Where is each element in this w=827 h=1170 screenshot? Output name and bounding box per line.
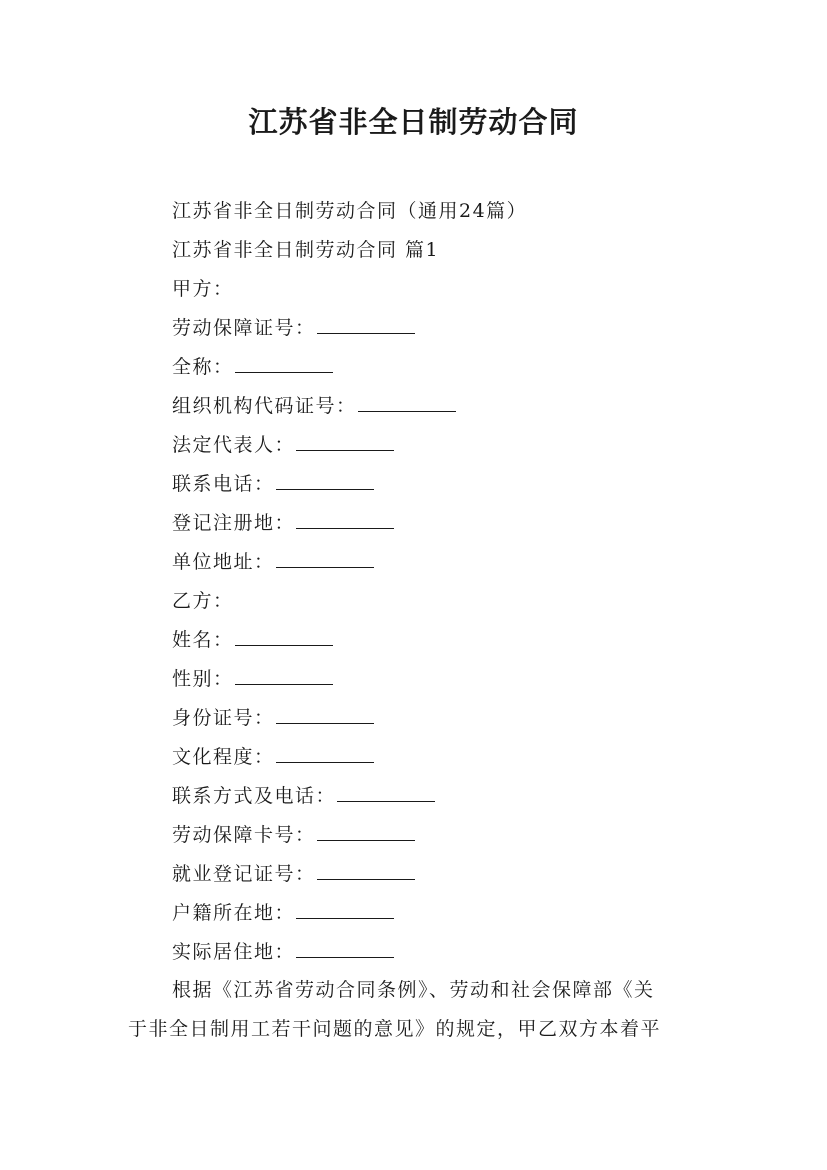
field-household-reg xyxy=(172,898,732,937)
field-label: 劳动保障证号： xyxy=(172,317,316,339)
line-text: 江苏省非全日制劳动合同（通用24篇） xyxy=(172,200,528,222)
field-registration-place xyxy=(172,508,732,547)
fill-in-blank xyxy=(337,781,435,802)
field-label: 文化程度： xyxy=(172,746,275,768)
field-label: 联系方式及电话： xyxy=(172,785,337,807)
body-paragraph xyxy=(128,971,708,1049)
field-label: 法定代表人： xyxy=(172,434,296,456)
fill-in-blank xyxy=(235,625,333,646)
field-label: 就业登记证号： xyxy=(172,863,316,885)
field-label: 全称： xyxy=(172,356,234,378)
field-label: 实际居住地： xyxy=(172,941,296,963)
fill-in-blank xyxy=(235,352,333,373)
party-a-heading xyxy=(172,274,732,313)
field-phone xyxy=(172,469,732,508)
fill-in-blank xyxy=(317,820,415,841)
subtitle-line xyxy=(172,196,732,235)
field-gender xyxy=(172,664,732,703)
fill-in-blank xyxy=(296,898,394,919)
line-text: 甲方： xyxy=(172,278,234,300)
field-full-name xyxy=(172,352,732,391)
fill-in-blank xyxy=(296,508,394,529)
field-name xyxy=(172,625,732,664)
fill-in-blank xyxy=(358,391,456,412)
fill-in-blank xyxy=(276,703,374,724)
field-label: 联系电话： xyxy=(172,473,275,495)
fill-in-blank xyxy=(276,547,374,568)
field-id-number xyxy=(172,703,732,742)
field-org-code xyxy=(172,391,732,430)
fill-in-blank xyxy=(317,313,415,334)
field-labor-card xyxy=(172,820,732,859)
fill-in-blank xyxy=(317,859,415,880)
field-label: 户籍所在地： xyxy=(172,902,296,924)
field-employment-reg xyxy=(172,859,732,898)
line-text: 乙方： xyxy=(172,590,234,612)
field-labor-security-cert xyxy=(172,313,732,352)
paragraph-line: 于非全日制用工若干问题的意见》的规定，甲乙双方本着平 xyxy=(128,1018,662,1040)
line-text: 江苏省非全日制劳动合同 篇1 xyxy=(172,239,440,261)
field-label: 登记注册地： xyxy=(172,512,296,534)
field-legal-rep xyxy=(172,430,732,469)
contract-fields xyxy=(172,196,732,976)
party-b-heading xyxy=(172,586,732,625)
field-label: 单位地址： xyxy=(172,551,275,573)
paragraph-line: 根据《江苏省劳动合同条例》、劳动和社会保障部《关 xyxy=(172,979,655,1001)
field-label: 身份证号： xyxy=(172,707,275,729)
field-company-address xyxy=(172,547,732,586)
section-heading xyxy=(172,235,732,274)
field-contact xyxy=(172,781,732,820)
fill-in-blank xyxy=(296,937,394,958)
document-title: 江苏省非全日制劳动合同 xyxy=(248,105,579,139)
fill-in-blank xyxy=(296,430,394,451)
fill-in-blank xyxy=(276,469,374,490)
field-label: 劳动保障卡号： xyxy=(172,824,316,846)
field-label: 组织机构代码证号： xyxy=(172,395,357,417)
fill-in-blank xyxy=(235,664,333,685)
fill-in-blank xyxy=(276,742,374,763)
field-label: 姓名： xyxy=(172,629,234,651)
field-label: 性别： xyxy=(172,668,234,690)
field-education xyxy=(172,742,732,781)
